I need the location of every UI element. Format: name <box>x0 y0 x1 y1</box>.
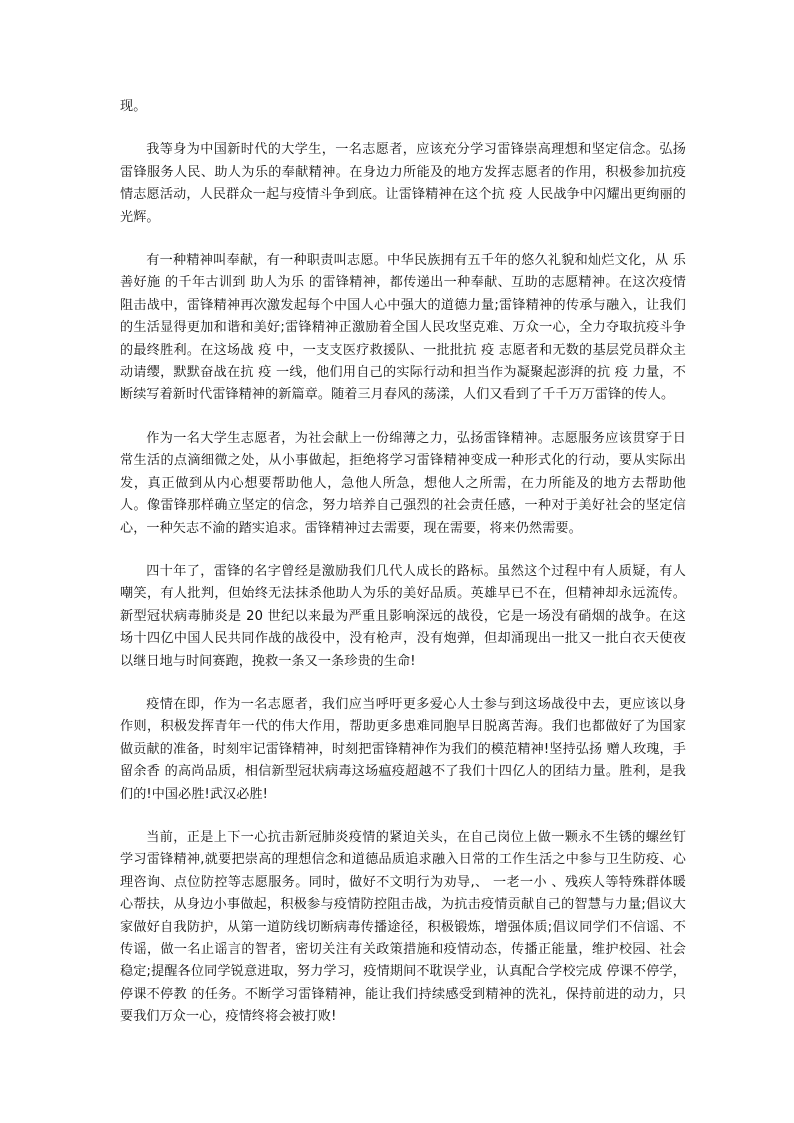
paragraph-current-moment: 当前，正是上下一心抗击新冠肺炎疫情的紧迫关头，在自己岗位上做一颗永不生锈的螺丝钉学习雷锋精神,就要把崇高的理想信念和道德品质追求融入日常的工作生活之中参与卫生防疫、心理咨询、点位防控等志愿服务。同时，做好不文明行为劝导,、 一老一小 、残疾人等特殊群体暖心帮扶，从身边小事做起，积极参与疫情防控阻击战，为抗击疫情贡献自己的智慧与力量;倡议大家做好自我防护，从第一道防线切断病毒传播途径，积极锻炼，增强体质;倡议同学们不信谣、不传谣，做一名止谣言的智者，密切关注有关政策措施和疫情动态，传播正能量，维护校园、社会稳定;提醒各位同学锐意进取，努力学习，疫情期间不耽误学业，认真配合学校完成 停课不停学，停课不停教 的任务。不断学习雷锋精神，能让我们持续感受到精神的洗礼，保持前进的动力，只要我们万众一心，疫情终将会被打败! <box>120 829 686 1025</box>
paragraph-student-volunteer: 作为一名大学生志愿者，为社会献上一份绵薄之力，弘扬雷锋精神。志愿服务应该贯穿于日常生活的点滴细微之处，从小事做起，拒绝将学习雷锋精神变成一种形式化的行动，要从实际出发，真正做到从内心想要帮助他人，急他人所急，想他人之所需，在力所能及的地方去帮助他人。像雷锋那样确立坚定的信念，努力培养自己强烈的社会责任感，一种对于美好社会的坚定信心，一种矢志不渝的踏实追求。雷锋精神过去需要，现在需要，将来仍然需要。 <box>120 430 686 536</box>
paragraph-gap <box>120 118 686 139</box>
document-page <box>120 96 686 1029</box>
paragraph-gap <box>120 229 686 250</box>
paragraph-dedication-spirit: 有一种精神叫奉献，有一种职责叫志愿。中华民族拥有五千年的悠久礼貌和灿烂文化，从 乐善好施 的千年古训到 助人为乐 的雷锋精神，都传递出一种奉献、互助的志愿精神。在这次疫情阻击战中，雷锋精神再次激发起每个中国人心中强大的道德力量;雷锋精神的传承与融入，让我们的生活显得更加和谐和美好;雷锋精神正激励着全国人民攻坚克难、万众一心，全力夺取抗疫斗争的最终胜利。在这场战 疫 中，一支支医疗救援队、一批批抗 疫 志愿者和无数的基层党员群众主动请缨，默默奋战在抗 疫 一线，他们用自己的实际行动和担当作为凝聚起澎湃的抗 疫 力量，不断续写着新时代雷锋精神的新篇章。随着三月春风的荡漾，人们又看到了千千万万雷锋的传人。 <box>120 253 686 403</box>
paragraph-epidemic-call: 疫情在即，作为一名志愿者，我们应当呼吁更多爱心人士参与到这场战役中去，更应该以身作则，积极发挥青年一代的伟大作用，帮助更多患难同胞早日脱离苦海。我们也都做好了为国家做贡献的准备，时刻牢记雷锋精神，时刻把雷锋精神作为我们的模范精神!坚持弘扬 赠人玫瑰，手留余香 的高尚品质，相信新型冠状病毒这场瘟疫超越不了我们十四亿人的团结力量。胜利，是我们的!中国必胜!武汉必胜! <box>120 696 686 802</box>
paragraph-gap <box>120 407 686 428</box>
paragraph-gap <box>120 673 686 694</box>
paragraph-continuation: 现。 <box>120 99 147 114</box>
paragraph-gap <box>120 540 686 561</box>
paragraph-forty-years: 四十年了，雷锋的名字曾经是激励我们几代人成长的路标。虽然这个过程中有人质疑，有人嘲笑，有人批判，但始终无法抹杀他助人为乐的美好品质。英雄早已不在，但精神却永远流传。新型冠状病毒肺炎是 20 世纪以来最为严重且影响深远的战役，它是一场没有硝烟的战争。在这场十四亿中国人民共同作战的战役中，没有枪声，没有炮弹，但却涌现出一批又一批白衣天使夜以继日地与时间赛跑，挽救一条又一条珍贵的生命! <box>120 563 686 669</box>
paragraph-volunteer-belief: 我等身为中国新时代的大学生，一名志愿者，应该充分学习雷锋崇高理想和坚定信念。弘扬雷锋服务人民、助人为乐的奉献精神。在身边力所能及的地方发挥志愿者的作用，积极参加抗疫情志愿活动，人民群众一起与疫情斗争到底。让雷锋精神在这个抗 疫 人民战争中闪耀出更绚丽的光辉。 <box>120 142 686 225</box>
paragraph-gap <box>120 806 686 827</box>
